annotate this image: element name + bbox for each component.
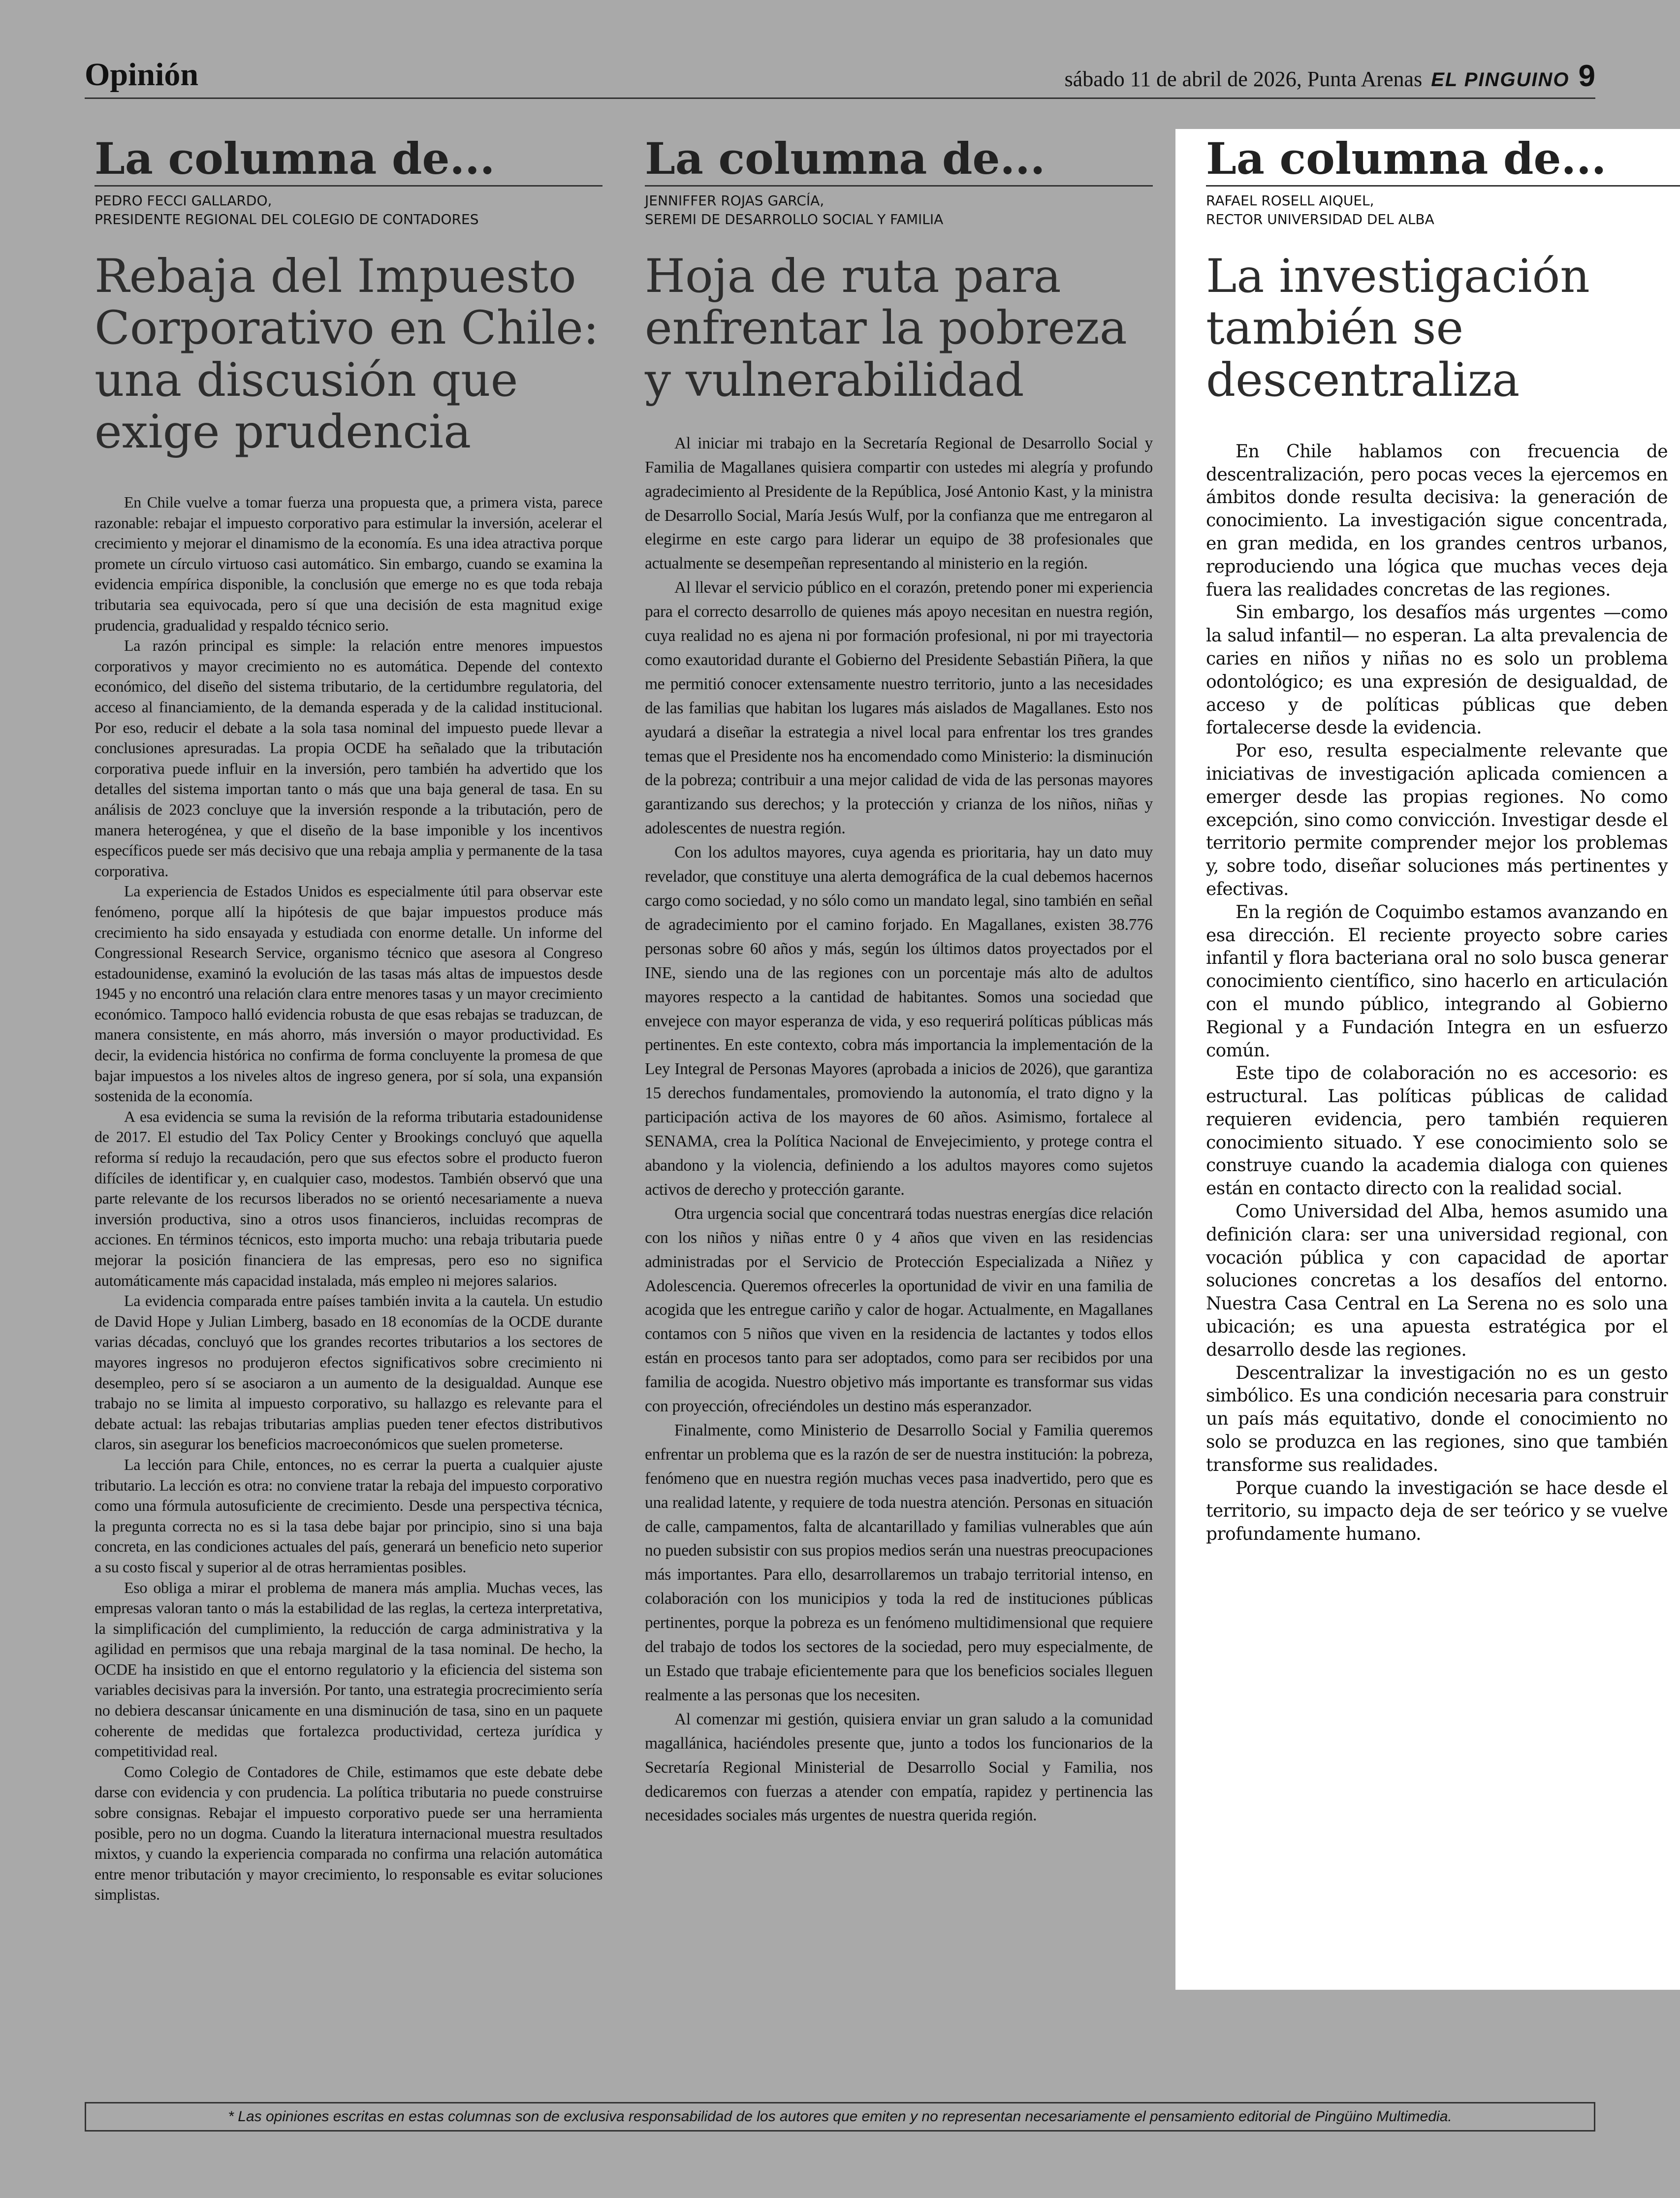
paragraph: Como Colegio de Contadores de Chile, estimamos que este debate debe darse con evidencia y con prudencia. La política tributaria no puede construirse sobre consignas. Rebajar el impuesto corporativo puede ser una herramienta posible, pero no un dogma. Cuando la literatura internacional muestra resultados mixtos, y cuando la experiencia comparada no confirma una relación automática entre menor tributación y mayor crecimiento, lo responsable es evitar soluciones simplistas. xyxy=(95,1762,602,1904)
paragraph: En la región de Coquimbo estamos avanzando en esa dirección. El reciente proyecto sobre caries infantil y flora bacteriana oral no solo busca generar conocimiento científico, sino hacerlo en articulación con el mundo público, integrando al Gobierno Regional y a Fundación Integra en un esfuerzo común. xyxy=(1206,902,1668,1061)
article-title: La investigación también se descentraliza xyxy=(1206,249,1590,407)
paragraph: Al iniciar mi trabajo en la Secretaría Regional de Desarrollo Social y Familia de Magallanes quisiera compartir con ustedes mi alegría y profundo agradecimiento al Presidente de la República, José Antonio Kast, y la ministra de Desarrollo Social, María Jesús Wulf, por la confianza que me entregaron al elegirme en este cargo para liderar un equipo de 38 profesionales que actualmente se desempeñan representando al ministerio en la región. xyxy=(645,434,1153,573)
paragraph: A esa evidencia se suma la revisión de la reforma tributaria estadounidense de 2017. El estudio del Tax Policy Center y Brookings concluyó que aquella reforma sí redujo la recaudación, pero que sus efectos sobre el producto fueron difíciles de identificar y, en cualquier caso, modestos. También observó que una parte relevante de los recursos liberados no se orientó necesariamente a nueva inversión productiva, sino a otros usos financieros, incluidas recompras de acciones. En términos técnicos, esto importa mucho: una rebaja tributaria puede mejorar la posición financiera de las empresas, pero eso no significa automáticamente más capacidad instalada, más empleo ni mejores salarios. xyxy=(95,1107,602,1289)
paragraph: Descentralizar la investigación no es un gesto simbólico. Es una condición necesaria para construir un país más equitativo, donde el conocimiento no solo se produzca en las regiones, sino que también transforme sus realidades. xyxy=(1206,1363,1668,1475)
column-kicker: La columna de... xyxy=(1206,129,1680,187)
paragraph: Eso obliga a mirar el problema de manera más amplia. Muchas veces, las empresas valoran tanto o más la estabilidad de las reglas, la certeza interpretativa, la simplificación del cumplimiento, la reducción de carga administrativa y la agilidad en permisos que una rebaja marginal de la tasa nominal. De hecho, la OCDE ha insistido en que el entorno regulatorio y la eficiencia del sistema son variables decisivas para la inversión. Por tanto, una estrategia procrecimiento sería no debiera descansar únicamente en una disminución de tasa, sino en un paquete coherente de medidas que fortalezca productividad, certeza jurídica y competitividad real. xyxy=(95,1578,602,1760)
column-1 xyxy=(85,129,616,1905)
paragraph: Sin embargo, los desafíos más urgentes —como la salud infantil— no esperan. La alta prevalencia de caries en niños y niñas no es solo un problema odontológico; es una expresión de desigualdad, de acceso y de políticas públicas que deben fortalecerse desde la evidencia. xyxy=(1206,603,1668,738)
author-byline xyxy=(1206,191,1668,229)
header-meta xyxy=(1065,59,1595,94)
newspaper-logo: EL PINGUINO xyxy=(1431,69,1570,91)
author-name: JENNIFFER ROJAS GARCÍA, xyxy=(645,192,824,209)
author-role: PRESIDENTE REGIONAL DEL COLEGIO DE CONTADORES xyxy=(95,211,479,228)
paragraph: Porque cuando la investigación se hace desde el territorio, su impacto deja de ser teórico y se vuelve profundamente humano. xyxy=(1206,1478,1668,1545)
editorial-disclaimer: * Las opiniones escritas en estas columnas son de exclusiva responsabilidad de los autores que emiten y no representan necesariamente el pensamiento editorial de Pingüino Multimedia. xyxy=(85,2102,1595,2132)
column-2 xyxy=(635,129,1167,1828)
author-role: RECTOR UNIVERSIDAD DEL ALBA xyxy=(1206,211,1434,228)
paragraph: La evidencia comparada entre países también invita a la cautela. Un estudio de David Hope y Julian Limberg, basado en 18 economías de la OCDE durante varias décadas, concluyó que los grandes recortes tributarios a los sectores de mayores ingresos no produjeron efectos significativos sobre crecimiento ni desempleo, pero sí se asociaron a un aumento de la desigualdad. Aunque ese trabajo no se limita al impuesto corporativo, su hallazgo es relevante para el debate actual: las rebajas tributarias amplias pueden tener efectos distributivos claros, sin asegurar los beneficios macroeconómicos que suelen prometerse. xyxy=(95,1292,602,1453)
column-kicker: La columna de... xyxy=(645,129,1153,187)
article-body xyxy=(645,432,1153,1828)
paragraph: En Chile vuelve a tomar fuerza una propuesta que, a primera vista, parece razonable: rebajar el impuesto corporativo para estimular la inversión, acelerar el crecimiento y mejorar el dinamismo de la economía. Es una idea atractiva porque promete un círculo virtuoso casi automático. Sin embargo, cuando se examina la evidencia empírica disponible, la conclusión que emerge no es que toda rebaja tributaria sea equivocada, pero sí que una decisión de esta magnitud exige prudencia, gradualidad y respaldo técnico serio. xyxy=(95,493,602,634)
page-header xyxy=(85,58,1595,99)
column-kicker: La columna de... xyxy=(95,129,602,187)
paragraph: La experiencia de Estados Unidos es especialmente útil para observar este fenómeno, porque allí la hipótesis de que bajar impuestos produce más crecimiento ha sido ensayada y estudiada con enorme detalle. Un informe del Congressional Research Service, organismo técnico que asesora al Congreso estadounidense, examinó la evolución de las tasas más altas de impuestos desde 1945 y no encontró una relación clara entre menores tasas y un mayor crecimiento económico. Tampoco halló evidencia robusta de que esas rebajas se traduzcan, de manera consistente, en más ahorro, más inversión o mayor productividad. Es decir, la evidencia histórica no confirma de forma concluyente la promesa de que bajar impuestos a los niveles altos de ingreso genera, por sí sola, una expansión sostenida de la economía. xyxy=(95,882,602,1105)
author-role: SEREMI DE DESARROLLO SOCIAL Y FAMILIA xyxy=(645,211,944,228)
author-name: RAFAEL ROSELL AIQUEL, xyxy=(1206,192,1374,209)
paragraph: Por eso, resulta especialmente relevante que iniciativas de investigación aplicada comiencen a emerger desde las propias regiones. No como excepción, sino como convicción. Investigar desde el territorio permite comprender mejor los problemas y, sobre todo, diseñar soluciones más pertinentes y efectivas. xyxy=(1206,741,1668,899)
paragraph: Otra urgencia social que concentrará todas nuestras energías dice relación con los niños y niñas entre 0 y 4 años que viven en las residencias administradas por el Servicio de Protección Especializada a Niñez y Adolescencia. Queremos ofrecerles la oportunidad de vivir en una familia de acogida que les entregue cariño y calor de hogar. Actualmente, en Magallanes contamos con 5 niños que viven en la residencia de lactantes y todos ellos están en procesos tanto para ser adoptados, como para ser recibidos por una familia de acogida. Nuestro objetivo más importante es transformar sus vidas con proyección, ofreciéndoles un destino más esperanzador. xyxy=(645,1204,1153,1416)
paragraph: La lección para Chile, entonces, no es cerrar la puerta a cualquier ajuste tributario. La lección es otra: no conviene tratar la rebaja del impuesto corporativo como una fórmula autosuficiente de crecimiento. Desde una perspectiva técnica, la pregunta correcta no es si la tasa debe bajar por principio, sino si una baja concreta, en las condiciones actuales del país, generará un beneficio neto superior a su costo fiscal y superior al de otras herramientas posibles. xyxy=(95,1455,602,1576)
column-3 xyxy=(1175,129,1680,1990)
article-body xyxy=(1206,441,1668,1546)
author-byline xyxy=(95,191,602,229)
paragraph: Con los adultos mayores, cuya agenda es prioritaria, hay un dato muy revelador, que constituye una alerta demográfica de la cual debemos hacernos cargo como sociedad, y no sólo como un mandato legal, sino también en señal de agradecimiento por el camino forjado. En Magallanes, existen 38.776 personas sobre 60 años y más, según los últimos datos proyectados por el INE, siendo una de las regiones con un porcentaje más alto de adultos mayores respecto a la cantidad de habitantes. Somos una sociedad que envejece con mayor esperanza de vida, y eso requerirá políticas públicas más pertinentes. En este contexto, cobra más importancia la implementación de la Ley Integral de Personas Mayores (aprobada a inicios de 2026), que garantiza 15 derechos fundamentales, promoviendo la autonomía, el trato digno y la participación activa de los mayores de 60 años. Asimismo, fortalece al SENAMA, crea la Política Nacional de Envejecimiento, y protege contra el abandono y la violencia, definiendo a los adultos mayores como sujetos activos de derecho y protección garante. xyxy=(645,843,1153,1199)
paragraph: Este tipo de colaboración no es accesorio: es estructural. Las políticas públicas de calidad requieren evidencia, pero también requieren conocimiento situado. Y ese conocimiento solo se construye cuando la academia dialoga con quienes están en contacto directo con la realidad social. xyxy=(1206,1063,1668,1199)
author-name: PEDRO FECCI GALLARDO, xyxy=(95,192,272,209)
page-number: 9 xyxy=(1578,59,1595,93)
paragraph: Al comenzar mi gestión, quisiera enviar un gran saludo a la comunidad magallánica, haciéndoles presente que, junto a todos los funcionarios de la Secretaría Regional Ministerial de Desarrollo Social y Familia, nos dedicaremos con fuerzas a atender con empatía, rapidez y pertinencia las necesidades sociales más urgentes de nuestra querida región. xyxy=(645,1710,1153,1825)
paragraph: En Chile hablamos con frecuencia de descentralización, pero pocas veces la ejercemos en ámbitos donde resulta decisiva: la generación de conocimiento. La investigación sigue concentrada, en gran medida, en los grandes centros urbanos, reproduciendo una lógica que muchas veces deja fuera las realidades concretas de las regiones. xyxy=(1206,441,1668,600)
article-body xyxy=(95,492,602,1905)
issue-date: sábado 11 de abril de 2026, Punta Arenas xyxy=(1064,67,1423,91)
paragraph: Finalmente, como Ministerio de Desarrollo Social y Familia queremos enfrentar un problema que es la razón de ser de nuestra institución: la pobreza, fenómeno que en nuestra región muchas veces pasa inadvertido, pero que es una realidad latente, y requiere de toda nuestra atención. Personas en situación de calle, campamentos, falta de alcantarillado y familias vulnerables que aún no pueden subsistir con sus propios medios serán una nuestras preocupaciones más importantes. Para ello, desarrollaremos un trabajo territorial intenso, en colaboración con los municipios y toda la red de instituciones públicas pertinentes, porque la pobreza es un fenómeno multidimensional que requiere del trabajo de todos los sectores de la sociedad, pero muy especialmente, de un Estado que trabaje eficientemente para que los beneficios sociales lleguen realmente a las personas que los necesiten. xyxy=(645,1421,1153,1704)
paragraph: Como Universidad del Alba, hemos asumido una definición clara: ser una universidad regional, con vocación pública y con capacidad de aportar soluciones concretas a los desafíos del entorno. Nuestra Casa Central en La Serena no es solo una ubicación; es una apuesta estratégica por el desarrollo desde las regiones. xyxy=(1206,1202,1668,1360)
section-title: Opinión xyxy=(85,57,199,93)
article-title: Rebaja del Impuesto Corporativo en Chile: una discusión que exige prudencia xyxy=(95,249,599,459)
author-byline xyxy=(645,191,1153,229)
paragraph: Al llevar el servicio público en el corazón, pretendo poner mi experiencia para el correcto desarrollo de quienes más apoyo necesitan en nuestra región, cuya realidad no es ajena ni por formación profesional, ni por mi trayectoria como exautoridad durante el Gobierno del Presidente Sebastián Piñera, la que me permitió conocer extensamente nuestro territorio, junto a las necesidades de las familias que habitan los lugares más aislados de Magallanes. Esto nos ayudará a diseñar la estrategia a nivel local para enfrentar los tres grandes temas que el Presidente nos ha encomendado como Ministerio: la disminución de la pobreza; contribuir a una mejor calidad de vida de las personas mayores garantizando sus derechos; y la protección y crianza de los niños, niñas y adolescentes de nuestra región. xyxy=(645,578,1153,838)
article-title: Hoja de ruta para enfrentar la pobreza y vulnerabilidad xyxy=(645,249,1127,407)
paragraph: La razón principal es simple: la relación entre menores impuestos corporativos y mayor crecimiento no es automática. Depende del contexto económico, del diseño del sistema tributario, de la certidumbre regulatoria, del acceso al financiamiento, de la demanda esperada y de la calidad institucional. Por eso, reducir el debate a la sola tasa nominal del impuesto puede llevar a conclusiones apresuradas. La propia OCDE ha señalado que la tributación corporativa puede influir en la inversión, pero también ha advertido que los detalles del sistema importan tanto o más que una baja general de tasa. En su análisis de 2023 concluye que la inversión responde a la tributación, pero de manera heterogénea, y que el diseño de la base imponible y los incentivos específicos puede ser más decisivo que una rebaja amplia y permanente de la tasa corporativa. xyxy=(95,637,602,880)
